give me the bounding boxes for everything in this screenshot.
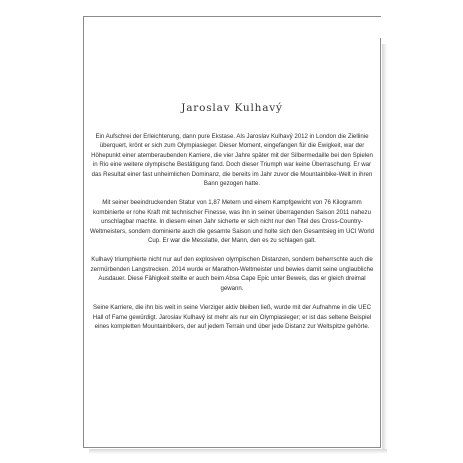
frame-shadow-right bbox=[382, 44, 387, 454]
paragraph-2: Mit seiner beeindruckenden Statur von 1,87 Metern und einem Kampfgewicht von 76 Kilogramm kombinierte er rohe Kraft mit technischer Finesse, was ihn in seiner überragenden Saison 2011 nahezu unschlagbar machte. In diesem einen Jahr sicherte er sich nicht nur den Titel des Cross-Country-Weltmeisters, sondern dominierte auch die gesamte Saison und holte sich den Gesamtsieg im UCI World Cup. Er war die Messlatte, der Mann, den es zu schlagen galt. bbox=[90, 199, 374, 245]
paragraph-1: Ein Aufschrei der Erleichterung, dann pure Ekstase. Als Jaroslav Kulhavý 2012 in London die Ziellinie überquert, krönt er sich zum Olympiasieger. Dieser Moment, eingefangen für die Ewigkeit, war der Höhepunkt einer atemberaubenden Karriere, die vier Jahre später mit der Silbermedaille bei den Spielen in Rio eine weitere olympische Bestätigung fand. Doch dieser Triumph war keine Überraschung. Er war das Resultat einer fast unheimlichen Dominanz, die bereits im Jahr zuvor die Mountainbike-Welt in ihren Bann gezogen hatte. bbox=[91, 133, 373, 188]
frame-shadow-bottom bbox=[89, 449, 387, 454]
frame-top-border bbox=[83, 16, 381, 17]
document-body bbox=[88, 102, 376, 341]
paragraph-3: Kulhavý triumphierte nicht nur auf den explosiven olympischen Distanzen, sondern beherrschte auch die zermürbenden Langstrecken. 2014 wurde er Marathon-Weltmeister und bewies damit seine unglaubliche Ausdauer. Diese Fähigkeit stellte er auch beim Absa Cape Epic unter Beweis, das er gleich dreimal gewann. bbox=[90, 256, 374, 292]
frame-bottom-border bbox=[83, 447, 381, 448]
frame-left-border bbox=[83, 16, 84, 448]
frame-right-border bbox=[380, 38, 381, 448]
paragraph-4: Seine Karriere, die ihn bis weit in seine Vierziger aktiv bleiben ließ, wurde mit der Aufnahme in die UEC Hall of Fame gewürdigt. Jaroslav Kulhavý ist mehr als nur ein Olympiasieger; er ist das seltene Beispiel eines kompletten Mountainbikers, der auf jedem Terrain und über jede Distanz zur Weltspitze gehörte. bbox=[92, 304, 372, 330]
document-title: Jaroslav Kulhavý bbox=[181, 102, 283, 114]
